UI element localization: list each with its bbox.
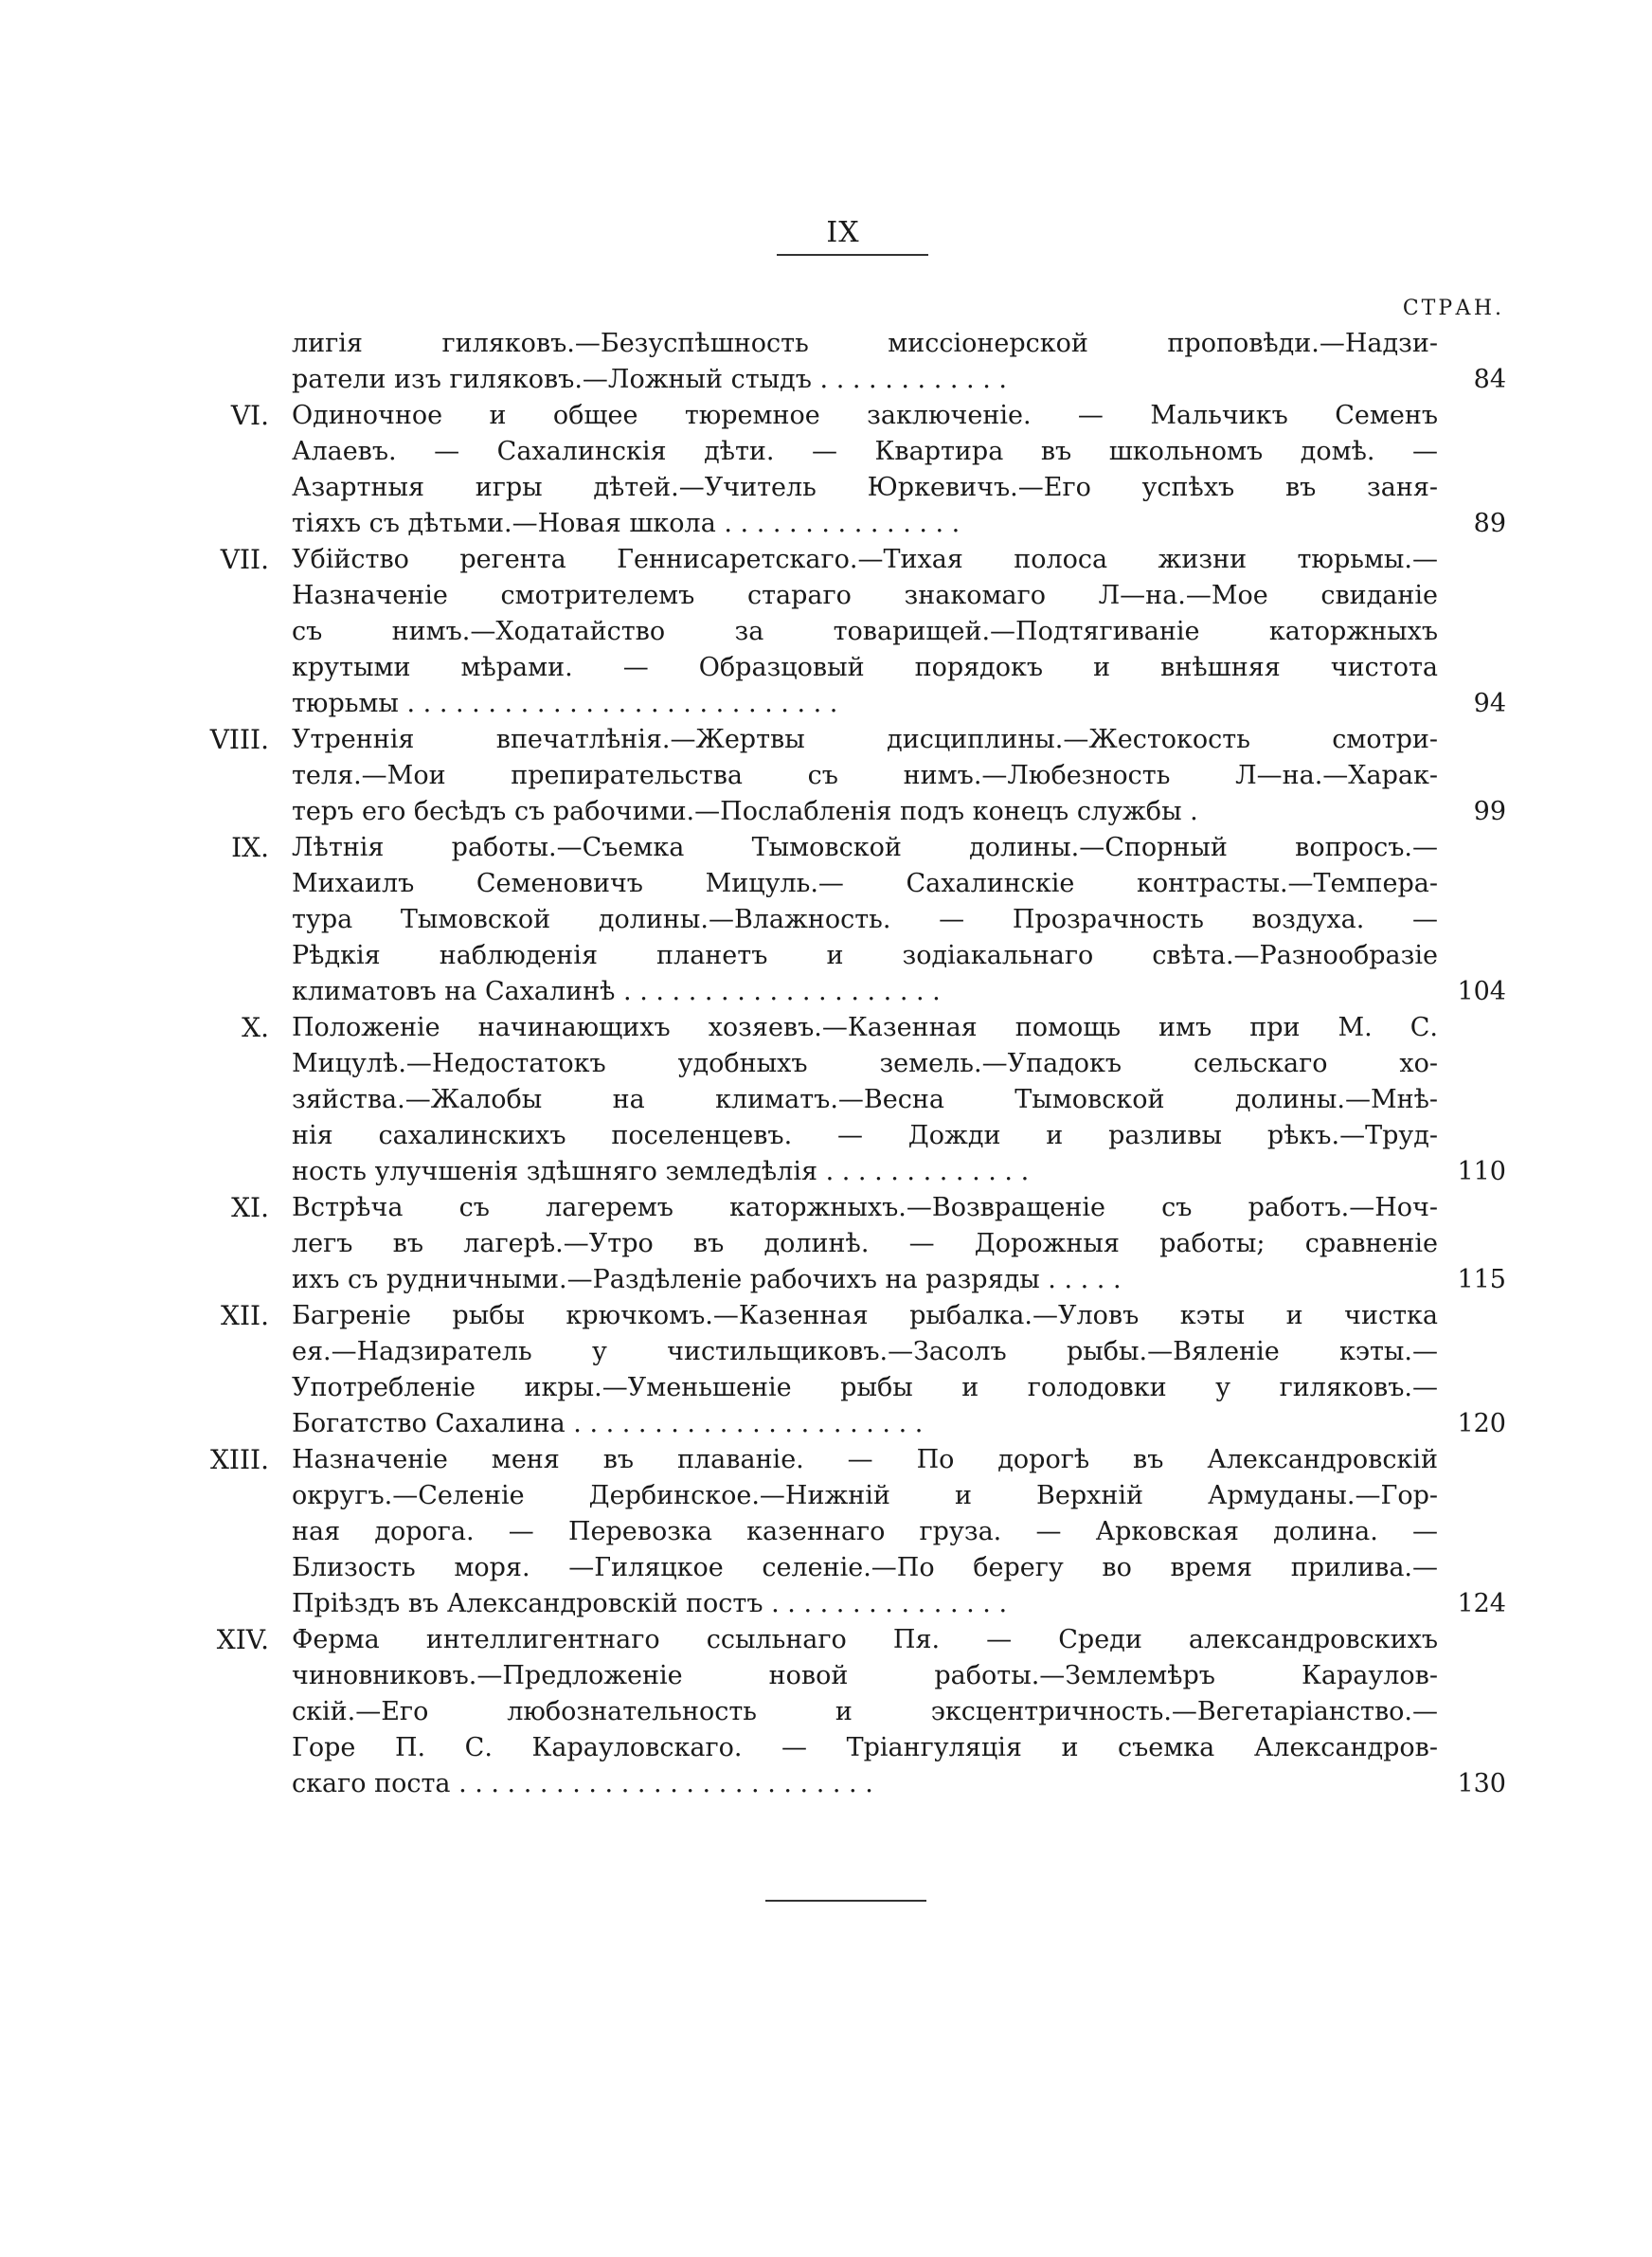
page-reference: 84	[1473, 365, 1506, 394]
toc-entry-line: Употребленіе икры.—Уменьшеніе рыбы и голодовки у гиляковъ.—	[292, 1373, 1438, 1402]
toc-entry-line: Пріѣздъ въ Александровскій постъ . . . . . . . . . . . . . . .	[292, 1589, 1008, 1618]
page-reference: 99	[1473, 797, 1506, 826]
toc-entry	[161, 542, 1506, 722]
toc-entry-line: нія сахалинскихъ поселенцевъ. — Дожди и разливы рѣкъ.—Труд-	[292, 1121, 1438, 1150]
toc-entry-line: Богатство Сахалина . . . . . . . . . . . . . . . . . . . . . .	[292, 1409, 924, 1438]
toc-entry	[161, 326, 1506, 398]
toc-entry-line: лигія гиляковъ.—Безуспѣшность миссіонерской проповѣди.—Надзи-	[292, 329, 1438, 358]
toc-entry-line: легъ въ лагерѣ.—Утро въ долинѣ. — Дорожныя работы; сравненіе	[292, 1229, 1438, 1258]
toc-entry-line: тюрьмы . . . . . . . . . . . . . . . . . . . . . . . . . . .	[292, 689, 838, 718]
page-number: IX	[826, 216, 860, 249]
toc-entry-line: Одиночное и общее тюремное заключеніе. — Мальчикъ Семенъ	[292, 401, 1438, 430]
toc-entry	[161, 398, 1506, 542]
toc-entry-line: Положеніе начинающихъ хозяевъ.—Казенная помощь имъ при М. С.	[292, 1013, 1438, 1042]
page-column-header: СТРАН.	[1402, 297, 1504, 320]
toc-entry-line: ея.—Надзиратель у чистильщиковъ.—Засолъ рыбы.—Вяленіе кэты.—	[292, 1337, 1438, 1366]
page-reference: 104	[1457, 977, 1506, 1006]
toc-entry-line: Близость моря. —Гиляцкое селеніе.—По берегу во время прилива.—	[292, 1553, 1438, 1582]
toc-entry-line: тіяхъ съ дѣтьми.—Новая школа . . . . . . . . . . . . . . .	[292, 509, 961, 538]
toc-entry	[161, 830, 1506, 1010]
toc-entry	[161, 1442, 1506, 1622]
toc-entry-line: скаго поста . . . . . . . . . . . . . . . . . . . . . . . . . .	[292, 1769, 873, 1798]
chapter-numeral: X.	[242, 1012, 269, 1043]
toc-entry-line: Назначеніе смотрителемъ стараго знакомаго Л—на.—Мое свиданіе	[292, 581, 1438, 610]
toc-entry-line: теля.—Мои препирательства съ нимъ.—Любезность Л—на.—Харак-	[292, 761, 1438, 790]
chapter-numeral: XIV.	[216, 1624, 269, 1655]
page-reference: 89	[1473, 509, 1506, 538]
toc-entry-line: крутыми мѣрами. — Образцовый порядокъ и внѣшняя чистота	[292, 653, 1438, 682]
toc-entry	[161, 1622, 1506, 1802]
chapter-numeral: VII.	[220, 544, 269, 575]
toc-entry-line: Встрѣча съ лагеремъ каторжныхъ.—Возвращеніе съ работъ.—Ноч-	[292, 1193, 1438, 1222]
page-reference: 110	[1457, 1157, 1506, 1186]
toc-entry-line: скій.—Его любознательность и эксцентричность.—Вегетаріанство.—	[292, 1697, 1438, 1726]
toc-entry-line: Убійство регента Геннисаретскаго.—Тихая полоса жизни тюрьмы.—	[292, 545, 1438, 574]
toc-entry-line: Азартныя игры дѣтей.—Учитель Юркевичъ.—Его успѣхъ въ заня-	[292, 473, 1438, 502]
toc-entry-line: ность улучшенія здѣшняго земледѣлія . . . . . . . . . . . . .	[292, 1157, 1030, 1186]
chapter-numeral: XII.	[221, 1300, 269, 1331]
toc-entry	[161, 722, 1506, 830]
chapter-numeral: IX.	[231, 832, 269, 863]
toc-entry-line: ная дорога. — Перевозка казеннаго груза. — Арковская долина. —	[292, 1517, 1438, 1546]
chapter-numeral: VI.	[230, 400, 269, 431]
page-reference: 120	[1457, 1409, 1506, 1438]
toc-entry-line: Утреннія впечатлѣнія.—Жертвы дисциплины.—Жестокость смотри-	[292, 725, 1438, 754]
toc-entry	[161, 1010, 1506, 1190]
toc-entry-line: теръ его бесѣдъ съ рабочими.—Послабленія подъ конецъ службы .	[292, 797, 1198, 826]
toc-entry-line: Горе П. С. Карауловскаго. — Тріангуляція и съемка Александров-	[292, 1733, 1438, 1762]
toc-entry-line: Ферма интеллигентнаго ссыльнаго Пя. — Среди александровскихъ	[292, 1625, 1438, 1654]
toc-entry-line: округъ.—Селеніе Дербинское.—Нижній и Верхній Армуданы.—Гор-	[292, 1481, 1438, 1510]
toc-entry-line: ратели изъ гиляковъ.—Ложный стыдъ . . . . . . . . . . . .	[292, 365, 1007, 394]
closing-rule	[765, 1900, 926, 1902]
toc-entry-line: чиновниковъ.—Предложеніе новой работы.—Землемѣръ Караулов-	[292, 1661, 1438, 1690]
toc-entry	[161, 1298, 1506, 1442]
toc-entry-line: съ нимъ.—Ходатайство за товарищей.—Подтягиваніе каторжныхъ	[292, 617, 1438, 646]
toc-entry-line: Багреніе рыбы крючкомъ.—Казенная рыбалка.—Уловъ кэты и чистка	[292, 1301, 1438, 1330]
page-reference: 115	[1457, 1265, 1506, 1294]
chapter-numeral: XIII.	[209, 1444, 269, 1475]
table-of-contents	[161, 326, 1506, 1802]
toc-entry-line: Мицулѣ.—Недостатокъ удобныхъ земель.—Упадокъ сельскаго хо-	[292, 1049, 1438, 1078]
chapter-numeral: VIII.	[209, 724, 269, 755]
toc-entry	[161, 1190, 1506, 1298]
page-reference: 124	[1457, 1589, 1506, 1618]
toc-entry-line: ихъ съ рудничными.—Раздѣленіе рабочихъ на разряды . . . . .	[292, 1265, 1122, 1294]
toc-entry-line: Назначеніе меня въ плаваніе. — По дорогѣ въ Александровскій	[292, 1445, 1438, 1474]
toc-entry-line: Алаевъ. — Сахалинскія дѣти. — Квартира въ школьномъ домѣ. —	[292, 437, 1438, 466]
toc-entry-line: Лѣтнія работы.—Съемка Тымовской долины.—Спорный вопросъ.—	[292, 833, 1438, 862]
toc-entry-line: Рѣдкія наблюденія планетъ и зодіакальнаго свѣта.—Разнообразіе	[292, 941, 1438, 970]
page-reference: 94	[1473, 689, 1506, 718]
toc-entry-line: Михаилъ Семеновичъ Мицуль.— Сахалинскіе контрасты.—Темпера-	[292, 869, 1438, 898]
toc-entry-line: климатовъ на Сахалинѣ . . . . . . . . . . . . . . . . . . . .	[292, 977, 941, 1006]
chapter-numeral: XI.	[231, 1192, 269, 1223]
header-rule	[777, 254, 928, 256]
toc-entry-line: тура Тымовской долины.—Влажность. — Прозрачность воздуха. —	[292, 905, 1438, 934]
page-reference: 130	[1457, 1769, 1506, 1798]
toc-entry-line: зяйства.—Жалобы на климатъ.—Весна Тымовской долины.—Мнѣ-	[292, 1085, 1438, 1114]
